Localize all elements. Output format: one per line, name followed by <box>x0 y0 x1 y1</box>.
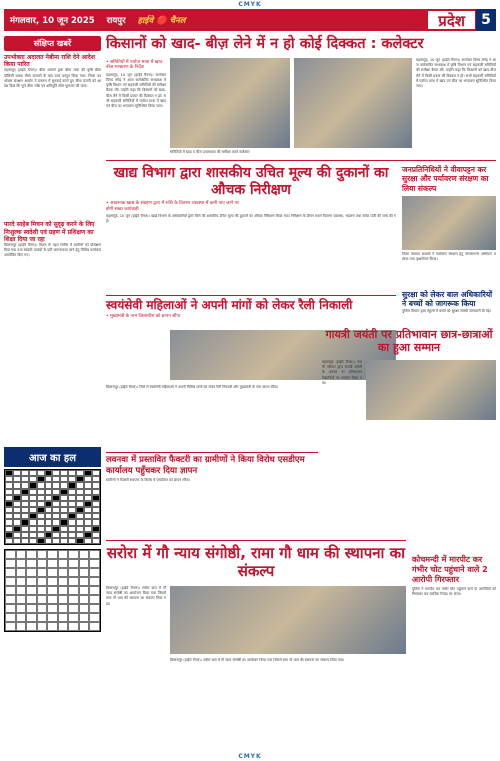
crossword-cell <box>13 538 21 544</box>
sudoku-cell <box>68 568 79 577</box>
crossword-cell <box>60 538 68 544</box>
sudoku-cell <box>37 559 48 568</box>
masthead <box>4 9 496 31</box>
story1 <box>106 36 496 53</box>
sudoku-cell <box>68 595 79 604</box>
sudoku-cell <box>89 568 100 577</box>
sudoku-cell <box>89 595 100 604</box>
sudoku-cell <box>79 550 90 559</box>
sudoku-cell <box>68 559 79 568</box>
story8-body-cont: बिलासपुर (हाईवे चैनल)। सरोरा ग्राम में गौ न्याय संगोष्ठी का आयोजन किया गया जिसमें रामा गौ धाम की स्थापना का संकल्प लिया गया। <box>170 658 345 662</box>
sudoku-cell <box>47 577 58 586</box>
sudoku-cell <box>26 568 37 577</box>
sudoku-cell <box>58 568 69 577</box>
story6-headline: गायत्री जयंती पर प्रतिभावान छात्र-छात्राओं का हुआ सम्मान <box>325 328 493 355</box>
sudoku-cell <box>5 622 16 631</box>
story7 <box>106 455 318 533</box>
sudoku-cell <box>68 577 79 586</box>
print-mark-top: CMYK <box>238 1 262 8</box>
story1-photo-right <box>294 58 412 148</box>
sudoku-cell <box>58 595 69 604</box>
separator-1 <box>106 160 496 161</box>
sudoku-cell <box>16 604 27 613</box>
story5-bullets: • मुख्यमंत्री के नाम जिलाधीश को ज्ञापन सौंपा <box>106 314 181 320</box>
puzzle-header: आज का हल <box>4 447 101 467</box>
sudoku-cell <box>5 604 16 613</box>
story9-headline: कोचमन्दी में मारपीट कर गंभीर चोट पहुंचाने वाले 2 आरोपी गिरफ्तार <box>412 555 488 584</box>
sudoku-cell <box>79 568 90 577</box>
sudoku-cell <box>16 586 27 595</box>
sudoku-cell <box>68 604 79 613</box>
sudoku-cell <box>89 586 100 595</box>
story8 <box>106 544 406 581</box>
story8-continued <box>170 658 406 748</box>
story3-headline: जनप्रतिनिधियों ने वीवापट्टन कर सुरक्षा और पर्यावरण संरक्षण का लिया संकल्प <box>402 165 489 193</box>
crossword-cell <box>21 538 29 544</box>
sudoku-cell <box>26 613 37 622</box>
sudoku-cell <box>89 559 100 568</box>
sudoku-cell <box>79 586 90 595</box>
crossword-grid <box>4 469 101 545</box>
sudoku-cell <box>26 604 37 613</box>
sudoku-cell <box>26 622 37 631</box>
story1-continued <box>416 58 496 158</box>
sudoku-cell <box>47 622 58 631</box>
sudoku-cell <box>16 550 27 559</box>
sudoku-cell <box>5 550 16 559</box>
sudoku-cell <box>79 595 90 604</box>
sudoku-cell <box>89 550 100 559</box>
brief2-title: पारदे साहेब मिचन को सुदृढ़ करने के लिए निःशुल्क स्वदेशी एवं ग्रहण में प्रशिक्षण का शिक्षा दिया जा रहा <box>4 221 95 243</box>
sudoku-cell <box>37 577 48 586</box>
story6-column <box>322 360 362 450</box>
story2-body: महासमुंद, 10 जून (हाईवे चैनल)। खाद्य विभाग के अधिकारियों द्वारा जिले की शासकीय उचित मूल्य की दुकानों का औचक निरीक्षण किया गया। निरीक्षण के दौरान राशन वितरण व्यवस्था, भंडारण तथा स्टॉक पंजी की जांच की गई। <box>106 213 396 224</box>
briefs-header: संक्षिप्त खबरें <box>4 36 101 51</box>
sudoku-cell <box>37 550 48 559</box>
sudoku-cell <box>16 577 27 586</box>
story1-caption: समितियों में खाद व बीज उपलब्धता की समीक्षा करते कलेक्टर <box>170 150 250 154</box>
section-title: प्रदेश <box>427 10 476 30</box>
story7-body: ग्रामीणों ने फैक्टरी स्थापना के विरोध में एसडीएम को ज्ञापन सौंपा। <box>106 478 190 483</box>
crossword-cell <box>92 538 100 544</box>
sudoku-cell <box>5 595 16 604</box>
sudoku-cell <box>26 586 37 595</box>
sudoku-cell <box>79 613 90 622</box>
story7-headline: लवनवा में प्रस्तावित फैक्टरी का ग्रामीणों ने किया विरोध एसडीएम कार्यालय पहुँचकर दिया ज्ञापन <box>106 455 305 476</box>
story6-photo <box>366 360 496 420</box>
sudoku-cell <box>37 595 48 604</box>
newspaper-brand: हाईवे 🔴 चैनल <box>137 15 186 26</box>
sudoku-cell <box>5 559 16 568</box>
sudoku-cell <box>68 622 79 631</box>
separator-2 <box>106 295 396 296</box>
sudoku-cell <box>16 559 27 568</box>
sudoku-cell <box>5 613 16 622</box>
sudoku-grid <box>4 549 101 632</box>
sudoku-cell <box>37 586 48 595</box>
edition-city: रायपुर <box>106 15 126 26</box>
story2 <box>106 165 396 294</box>
sudoku-cell <box>89 604 100 613</box>
story8-headline: सरोरा में गौ न्याय संगोष्ठी, रामा गौ धाम की स्थापना का संकल्प <box>106 544 406 581</box>
crossword-cell <box>29 538 37 544</box>
crossword-cell <box>5 538 13 544</box>
story8-photo <box>170 586 406 654</box>
story1-photo-left <box>170 58 290 148</box>
sudoku-cell <box>47 595 58 604</box>
crossword-cell <box>76 538 84 544</box>
story2-bullets: • आवश्यक खाद्य के संग्रहण द्वारा में राशि के वितरण व्यवस्था में कमी पाए जाने पर होगी सख्त कार्यवाही <box>106 201 239 212</box>
story5 <box>106 298 396 320</box>
sudoku-cell <box>68 586 79 595</box>
sudoku-cell <box>47 586 58 595</box>
story1-headline: किसानों को खाद- बीज़ लेने में न हो कोई दिक्कत : कलेक्टर <box>106 36 424 52</box>
sudoku-cell <box>89 577 100 586</box>
story3-body: जिला पंचायत सदस्यों ने पर्यावरण संरक्षण हेतु जनजागरण अभियान चलाया तथा वृक्षारोपण किया। <box>402 252 496 262</box>
story1-column <box>106 58 166 148</box>
story1-body-cont: महासमुंद, 10 जून (हाईवे चैनल)। कलेक्टर विनय लंगेह ने आज कलेक्टोरेट सभाकक्ष में कृषि विभाग एवं सहकारी समितियों की समीक्षा बैठक ली। उन्होंने कहा कि किसानों को खाद-बीज लेने में किसी प्रकार की दिक्कत न हो। सभी सहकारी समितियों में पर्याप्त मात्रा में खाद एवं बीज का भण्डारण सुनिश्चित किया जाए। <box>416 58 496 89</box>
separator-4 <box>106 540 406 541</box>
sudoku-cell <box>47 568 58 577</box>
story6-body: महासमुंद (हाईवे चैनल)। गायत्री परिवार द्वारा गायत्री जयंती के अवसर पर प्रतिभावान विद्यार्थियों का सम्मान किया गया। <box>322 360 362 385</box>
story5-headline: स्वयंसेवी महिलाओं ने अपनी मांगों को लेकर रैली निकाली <box>106 298 353 312</box>
sudoku-cell <box>47 604 58 613</box>
story3-photo <box>402 196 496 250</box>
sudoku-cell <box>16 568 27 577</box>
story2-headline: खाद्य विभाग द्वारा शासकीय उचित मूल्य की दुकानों का औचक निरीक्षण <box>113 165 389 199</box>
story4-headline: सुरक्षा को लेकर बाल अधिकारियों ने बच्चों को जागरूक किया <box>402 290 493 309</box>
sudoku-cell <box>68 550 79 559</box>
story8-column <box>106 586 166 736</box>
sudoku-cell <box>5 577 16 586</box>
sudoku-cell <box>58 604 69 613</box>
sudoku-cell <box>79 559 90 568</box>
sidebar-briefs <box>4 36 101 756</box>
sudoku-cell <box>47 559 58 568</box>
sudoku-cell <box>68 613 79 622</box>
story9-body: पुलिस ने मारपीट कर गंभीर चोट पहुंचाने वाले दो आरोपियों को गिरफ्तार कर न्यायिक रिमांड पर भेजा। <box>412 587 496 597</box>
sudoku-cell <box>37 568 48 577</box>
sudoku-cell <box>58 550 69 559</box>
sudoku-cell <box>79 622 90 631</box>
sudoku-cell <box>47 613 58 622</box>
story5-body: बिलासपुर (हाईवे चैनल)। जिले में स्वयंसेवी महिलाओं ने अपनी विभिन्न मांगों को लेकर रैली निकाली और मुख्यमंत्री के नाम ज्ञापन सौंपा। <box>106 385 279 389</box>
sudoku-cell <box>26 559 37 568</box>
crossword-cell <box>84 538 92 544</box>
page-number: 5 <box>476 9 496 31</box>
crossword-cell <box>68 538 76 544</box>
sudoku-cell <box>58 622 69 631</box>
issue-date: मंगलवार, 10 जून 2025 <box>10 15 95 26</box>
sudoku-cell <box>37 622 48 631</box>
sudoku-cell <box>79 604 90 613</box>
story3 <box>402 165 496 292</box>
sudoku-cell <box>89 622 100 631</box>
print-mark-bottom: CMYK <box>238 753 262 760</box>
sudoku-cell <box>58 586 69 595</box>
sudoku-cell <box>5 586 16 595</box>
sudoku-cell <box>37 604 48 613</box>
sudoku-cell <box>26 550 37 559</box>
separator-3 <box>106 452 318 453</box>
sudoku-cell <box>89 613 100 622</box>
story6 <box>322 328 496 354</box>
crossword-cell <box>52 538 60 544</box>
story4-body: पुलिस विभाग द्वारा स्कूलों में बच्चों को सुरक्षा संबंधी जानकारी दी गई। <box>402 308 491 313</box>
sudoku-cell <box>16 595 27 604</box>
brief2-body: बिलासपुर (हाईवे चैनल)। मिशन के तहत शिविर में ग्रामीणों को प्रशिक्षण दिया गया तथा स्वदेशी उत्पादों के प्रति जागरूकता लाने हेतु विभिन्न कार्यक्रम आयोजित किए गए। <box>4 242 101 258</box>
sudoku-cell <box>5 568 16 577</box>
sudoku-cell <box>16 613 27 622</box>
story1-body: महासमुंद, 10 जून (हाईवे चैनल)। कलेक्टर विनय लंगेह ने आज कलेक्टोरेट सभाकक्ष में कृषि विभाग एवं सहकारी समितियों की समीक्षा बैठक ली। उन्होंने कहा कि किसानों को खाद-बीज लेने में किसी प्रकार की दिक्कत न हो। सभी सहकारी समितियों में पर्याप्त मात्रा में खाद एवं बीज का भण्डारण सुनिश्चित किया जाए। <box>106 72 166 108</box>
sudoku-cell <box>26 595 37 604</box>
sudoku-cell <box>79 577 90 586</box>
sudoku-cell <box>37 613 48 622</box>
sudoku-cell <box>26 577 37 586</box>
sudoku-cell <box>47 550 58 559</box>
story8-body: बिलासपुर (हाईवे चैनल)। सरोरा ग्राम में गौ न्याय संगोष्ठी का आयोजन किया गया जिसमें रामा गौ धाम की स्थापना का संकल्प लिया गया। <box>106 586 166 606</box>
crossword-cell <box>37 538 45 544</box>
sudoku-cell <box>58 613 69 622</box>
sudoku-cell <box>58 559 69 568</box>
sudoku-cell <box>58 577 69 586</box>
story9 <box>412 555 496 727</box>
brief1-body: महासमुंद (हाईवे चैनल)। बीमा धारकों द्वारा बीमा ताक की कृषि बीमा पॉलिसी धारक बीमा करवाने के बाद दावा प्रस्तुत किया गया। जिला उपभोक्ता संरक्षण आयोग ने प्रकरण में सुनवाई करते हुए बीमा कंपनी को आदेश दिया कि पूर्ण बीमा राशि एवं क्षतिपूर्ति राशि भुगतान की जाए। <box>4 68 101 88</box>
sudoku-cell <box>16 622 27 631</box>
brief1-title: उपभोक्ता अदालत नेबीमा राशि देने आदेश किया पारित <box>4 54 95 69</box>
crossword-cell <box>45 538 53 544</box>
story1-bullets: • समितियों में पर्याप्त मात्रा में खाद-बीज भण्डारण के निर्देश <box>106 60 164 71</box>
